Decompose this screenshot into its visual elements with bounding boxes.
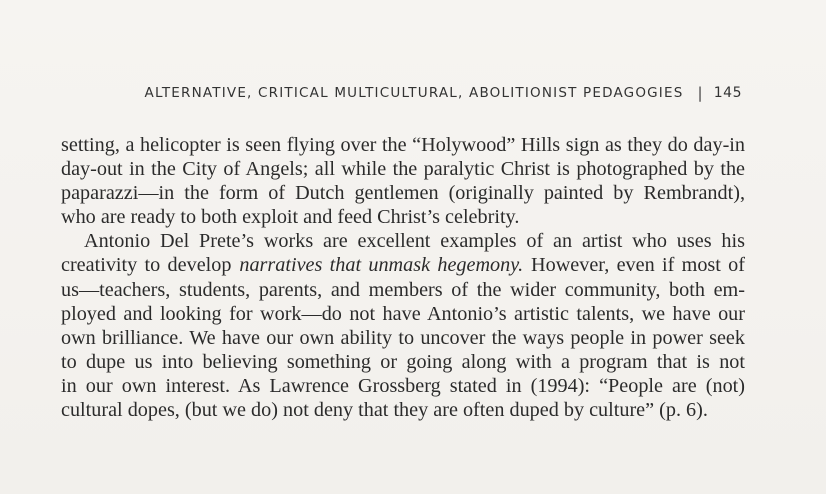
text-segment: However, even if most of	[531, 254, 746, 277]
text-line	[61, 374, 745, 398]
running-head-separator: |	[697, 84, 704, 102]
text-line-content: day-out in the City of Angels; all while the paralytic Christ is photographed by the	[61, 158, 745, 181]
text-line-content: cultural dopes, (but we do) not deny that they are often duped by culture” (p. 6).	[61, 399, 708, 422]
running-head	[100, 84, 742, 102]
text-line-content: own brilliance. We have our own ability to uncover the ways people in power seek	[61, 326, 745, 349]
text-line-content: who are ready to both exploit and feed Christ’s celebrity.	[61, 206, 520, 229]
text-line	[61, 302, 745, 326]
text-line	[61, 398, 745, 422]
text-line-content: ployed and looking for work—do not have Antonio’s artistic talents, we have our	[61, 302, 745, 325]
body-text	[61, 133, 745, 422]
text-line	[61, 229, 745, 253]
text-segment: creativity to develop	[61, 254, 232, 277]
text-line-content-mixed	[61, 253, 745, 277]
text-line	[61, 350, 745, 374]
text-line	[61, 326, 745, 350]
text-line	[61, 133, 745, 157]
text-line-content: to dupe us into believing something or going along with a program that is not	[61, 350, 745, 373]
text-line-content: Antonio Del Prete’s works are excellent examples of an artist who uses his	[84, 230, 745, 253]
running-head-title: ALTERNATIVE, CRITICAL MULTICULTURAL, ABOLITIONIST PEDAGOGIES	[144, 85, 684, 101]
text-line	[61, 205, 745, 229]
text-line	[61, 253, 745, 277]
text-line-content: setting, a helicopter is seen flying over the “Holywood” Hills sign as they do day-in	[61, 134, 745, 156]
text-line-content: in our own interest. As Lawrence Grossberg stated in (1994): “People are (not)	[61, 374, 745, 397]
text-line-content: paparazzi—in the form of Dutch gentlemen (originally painted by Rembrandt),	[61, 182, 745, 205]
text-line	[61, 181, 745, 205]
text-line	[61, 278, 745, 302]
text-line	[61, 157, 745, 181]
page-number: 145	[713, 85, 742, 101]
italic-phrase: narratives that unmask hegemony.	[239, 254, 524, 277]
text-line-content: us—teachers, students, parents, and members of the wider community, both em-	[61, 278, 745, 301]
